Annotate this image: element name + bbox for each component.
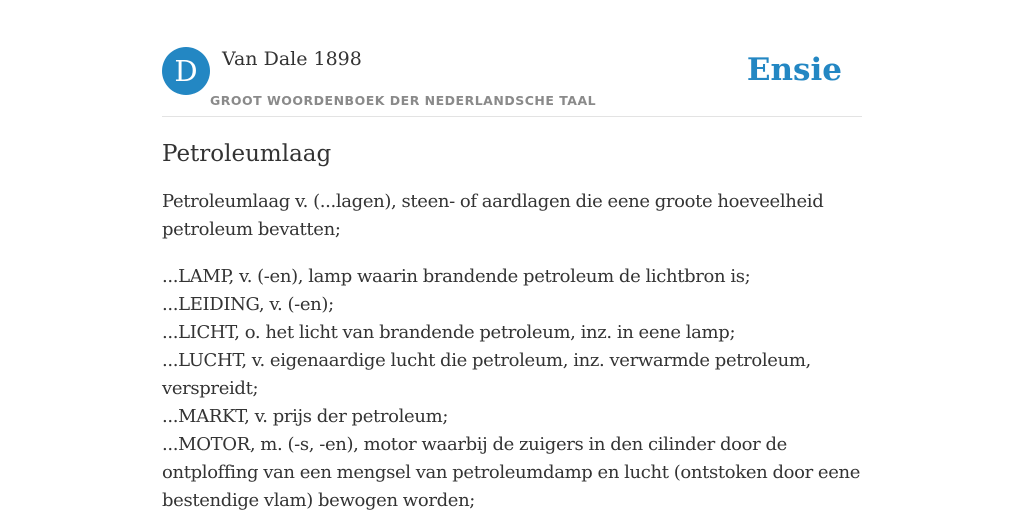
entry-definition: Petroleumlaag v. (...lagen), steen- of aardlagen die eene groote hoeveelheid petroleum bevatten; — [162, 191, 824, 240]
source-title-link[interactable]: Van Dale 1898 — [222, 48, 362, 70]
entry-title: Petroleumlaag — [162, 141, 332, 167]
source-avatar: D — [162, 47, 210, 95]
compound-line: ...MARKT, v. prijs der petroleum; — [162, 406, 449, 427]
brand-logo-link[interactable]: Ensie — [746, 52, 842, 88]
entry-compounds — [162, 263, 862, 512]
compound-line: ...LICHT, o. het licht van brandende petroleum, inz. in eene lamp; — [162, 322, 736, 343]
compound-line: ...LAMP, v. (-en), lamp waarin brandende petroleum de lichtbron is; — [162, 266, 751, 287]
source-subtitle: GROOT WOORDENBOEK DER NEDERLANDSCHE TAAL — [210, 93, 597, 108]
compound-line: ...MOTOR, m. (-s, -en), motor waarbij de zuigers in den cilinder door de ontploffing van een mengsel van petroleumdamp en lucht (ontstoken door eene bestendige vlam) bewogen worden; — [162, 434, 861, 511]
source-header — [162, 46, 862, 117]
entry-content — [162, 137, 862, 512]
compound-line: ...LEIDING, v. (-en); — [162, 294, 334, 315]
compound-line: ...LUCHT, v. eigenaardige lucht die petroleum, inz. verwarmde petroleum, verspreidt; — [162, 350, 811, 399]
